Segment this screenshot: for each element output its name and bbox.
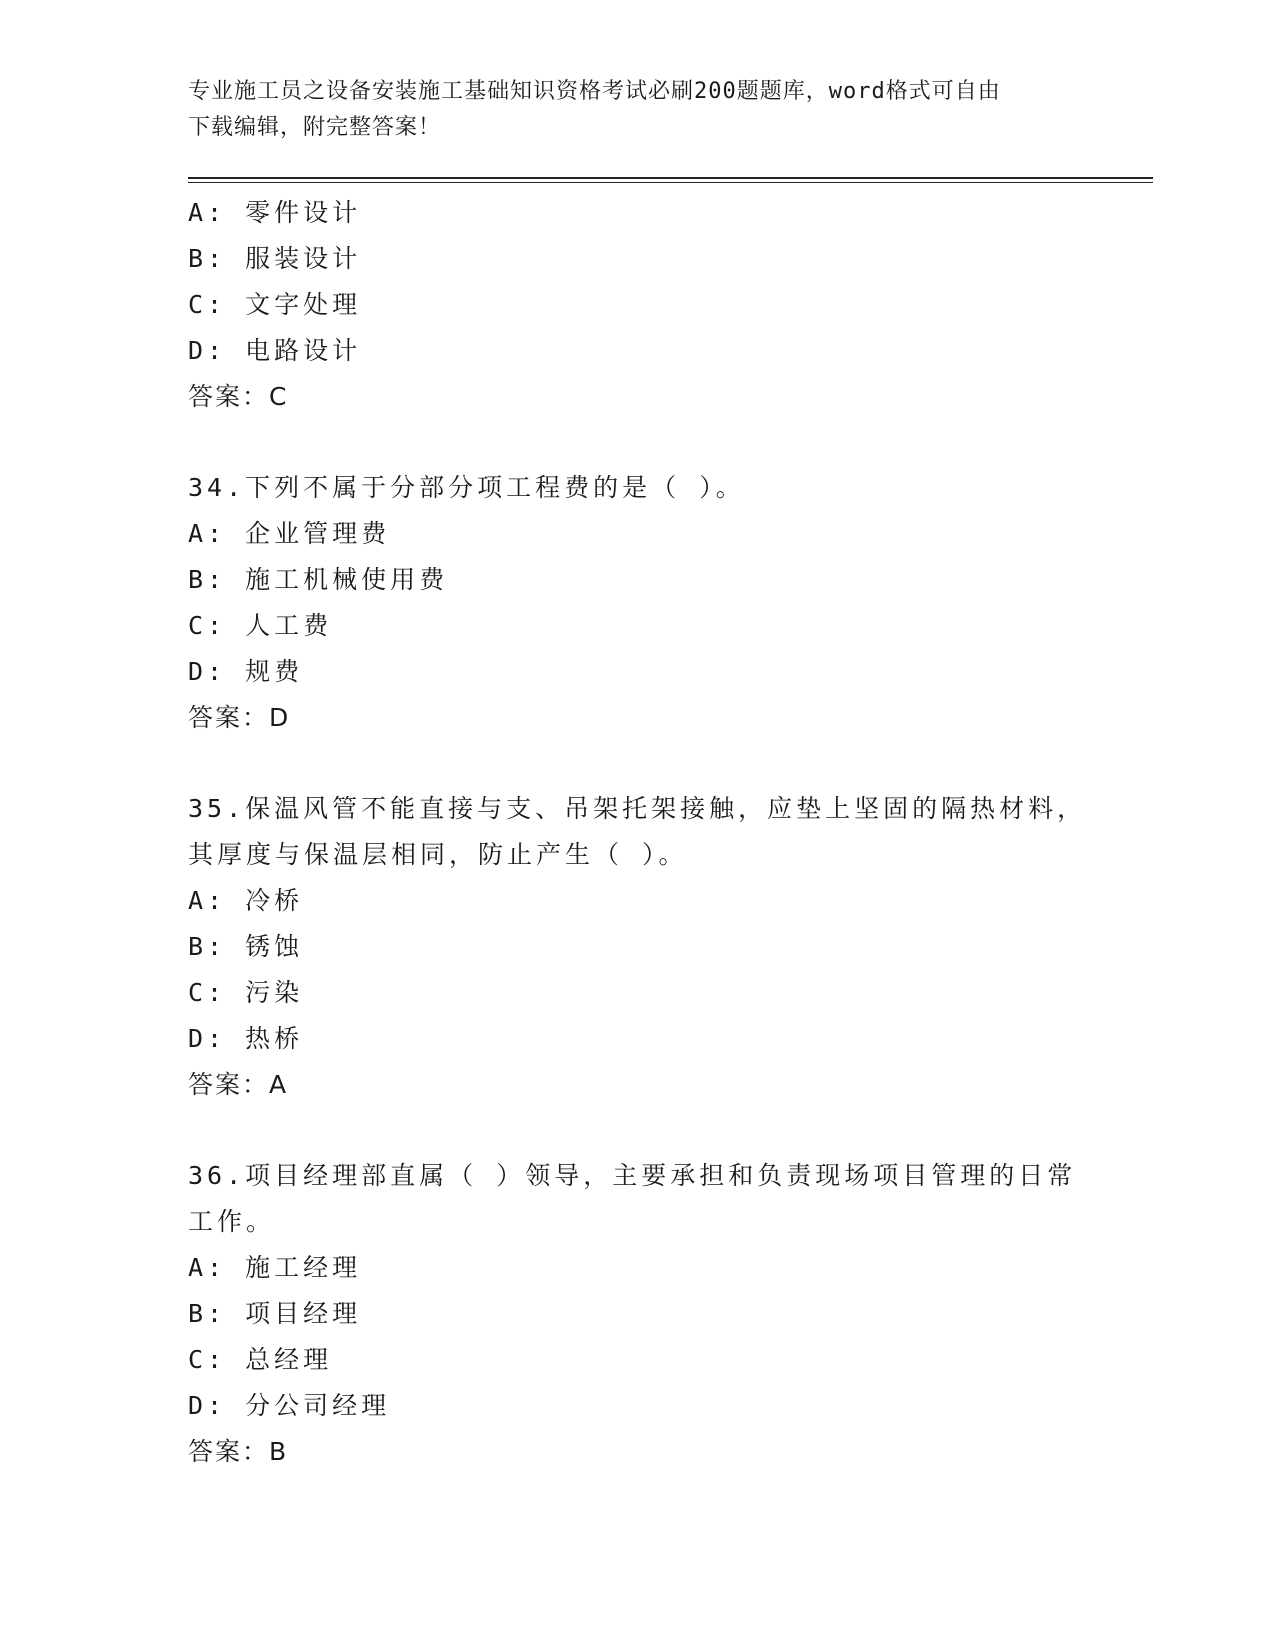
header-divider-thin	[188, 182, 1153, 183]
answer-line: 答案：C	[188, 382, 289, 411]
answer-line: 答案：D	[188, 703, 291, 732]
header-divider-thick	[188, 177, 1153, 179]
option-d: D: 电路设计	[188, 336, 362, 365]
answer-line: 答案：A	[188, 1070, 289, 1099]
option-c: C: 污染	[188, 978, 304, 1007]
answer-line: 答案：B	[188, 1437, 289, 1466]
option-c: C: 总经理	[188, 1345, 333, 1374]
option-a: A: 施工经理	[188, 1253, 362, 1282]
option-a: A: 企业管理费	[188, 519, 391, 548]
question-text-line-2: 工作。	[188, 1207, 276, 1236]
option-b: B: 锈蚀	[188, 932, 304, 961]
option-d: D: 分公司经理	[188, 1391, 391, 1420]
option-a: A: 零件设计	[188, 198, 362, 227]
question-text-line-1: 35.保温风管不能直接与支、吊架托架接触，应垫上坚固的隔热材料，	[188, 794, 1087, 823]
header-line-1: 专业施工员之设备安装施工基础知识资格考试必刷200题题库，word格式可自由	[188, 79, 1001, 104]
option-b: B: 项目经理	[188, 1299, 362, 1328]
question-block-34	[188, 465, 1088, 741]
question-block-36	[188, 1153, 1088, 1475]
option-c: C: 文字处理	[188, 290, 362, 319]
option-a: A: 冷桥	[188, 886, 304, 915]
option-c: C: 人工费	[188, 611, 333, 640]
question-text: 34.下列不属于分部分项工程费的是（ ）。	[188, 473, 745, 502]
header-line-2: 下载编辑，附完整答案！	[188, 115, 442, 140]
question-block-33	[188, 190, 1088, 420]
question-text-line-1: 36.项目经理部直属（ ）领导，主要承担和负责现场项目管理的日常	[188, 1161, 1077, 1190]
question-text-line-2: 其厚度与保温层相同，防止产生（ ）。	[188, 840, 688, 869]
option-d: D: 规费	[188, 657, 304, 686]
option-b: B: 服装设计	[188, 244, 362, 273]
document-header	[188, 74, 1068, 146]
option-b: B: 施工机械使用费	[188, 565, 449, 594]
option-d: D: 热桥	[188, 1024, 304, 1053]
question-list	[188, 190, 1088, 1475]
question-block-35	[188, 786, 1088, 1108]
